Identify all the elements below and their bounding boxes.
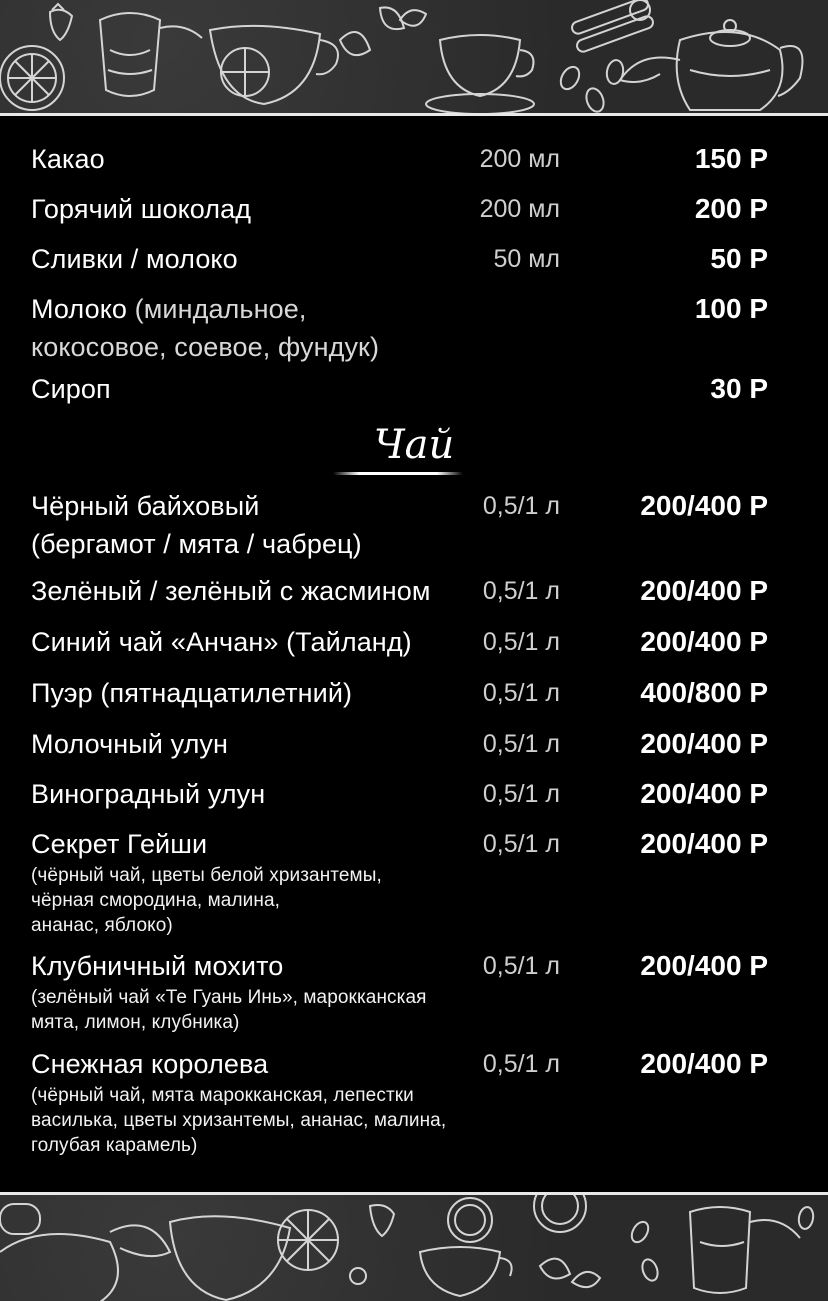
item-name: Сливки / молоко xyxy=(31,244,238,274)
teapot-icon xyxy=(620,20,803,110)
item-description: ананас, яблоко) xyxy=(31,915,173,936)
coffee-bean-icon xyxy=(557,59,625,114)
item-volume: 0,5/1 л xyxy=(482,730,560,758)
item-price: 200/400 Р xyxy=(640,828,768,859)
item-description: чёрная смородина, малина, xyxy=(31,890,280,911)
item-name: Сироп xyxy=(31,374,111,404)
item-price: 30 Р xyxy=(710,373,768,404)
item-volume: 50 мл xyxy=(493,245,560,273)
item-note: (миндальное, xyxy=(134,294,307,324)
item-price: 200/400 Р xyxy=(640,626,768,657)
item-price: 400/800 Р xyxy=(640,677,768,708)
item-volume: 0,5/1 л xyxy=(482,830,560,858)
coffee-pot-icon xyxy=(100,13,202,96)
strawberry-icon xyxy=(350,1205,394,1284)
item-name: Какао xyxy=(31,144,105,174)
strawberry-icon xyxy=(50,4,72,40)
item-name: Горячий шоколад xyxy=(31,194,252,224)
item-description: (чёрный чай, мята марокканская, лепестки xyxy=(31,1085,414,1106)
item-name-line2: (бергамот / мята / чабрец) xyxy=(31,529,362,559)
item-description: голубая карамель) xyxy=(31,1135,198,1156)
cup-icon xyxy=(210,26,338,104)
item-volume: 0,5/1 л xyxy=(482,1050,560,1078)
item-name xyxy=(31,1045,471,1158)
cinnamon-icon xyxy=(570,0,654,53)
coffee-pot-icon xyxy=(690,1207,800,1293)
item-description: (чёрный чай, цветы белой хризантемы, xyxy=(31,865,382,886)
footer-decor-band xyxy=(0,1192,828,1301)
item-description: василька, цветы хризантемы, ананас, малина, xyxy=(31,1110,447,1131)
item-name-main: Секрет Гейши xyxy=(31,829,208,859)
item-name-main: Клубничный мохито xyxy=(31,951,284,981)
item-volume: 200 мл xyxy=(479,145,560,173)
item-name-main: Снежная королева xyxy=(31,1049,269,1079)
sketch-illustration xyxy=(0,1192,828,1301)
cup-icon xyxy=(170,1210,338,1300)
item-name xyxy=(31,290,471,366)
item-description: (зелёный чай «Те Гуань Инь», марокканская xyxy=(31,987,427,1008)
item-volume: 0,5/1 л xyxy=(482,577,560,605)
item-price: 200/400 Р xyxy=(640,950,768,981)
coffee-bean-icon xyxy=(628,1206,814,1283)
item-note: кокосовое, соевое, фундук) xyxy=(31,332,380,362)
lemon-icon xyxy=(0,46,64,110)
item-price: 50 Р xyxy=(710,243,768,274)
item-price: 200/400 Р xyxy=(640,1048,768,1079)
mint-leaf-icon xyxy=(340,7,426,55)
item-name xyxy=(31,825,471,938)
item-price: 100 Р xyxy=(694,293,768,324)
item-volume: 0,5/1 л xyxy=(482,780,560,808)
item-name-main: Чёрный байховый xyxy=(31,491,260,521)
item-volume: 0,5/1 л xyxy=(482,492,560,520)
item-volume: 0,5/1 л xyxy=(482,628,560,656)
section-title-tea: Чай xyxy=(373,422,455,468)
teapot-icon xyxy=(0,1204,170,1301)
item-name: Зелёный / зелёный с жасмином xyxy=(31,576,431,606)
item-name-main: Молоко xyxy=(31,294,128,324)
sketch-illustration xyxy=(0,0,828,116)
cup-icon xyxy=(426,35,534,114)
item-volume: 200 мл xyxy=(479,195,560,223)
item-price: 200/400 Р xyxy=(640,728,768,759)
mint-leaf-icon xyxy=(540,1259,600,1288)
item-volume: 0,5/1 л xyxy=(482,679,560,707)
cup-icon xyxy=(420,1192,586,1296)
item-volume: 0,5/1 л xyxy=(482,952,560,980)
item-description: мята, лимон, клубника) xyxy=(31,1012,240,1033)
item-price: 200 Р xyxy=(694,193,768,224)
item-name: Виноградный улун xyxy=(31,779,266,809)
item-price: 200/400 Р xyxy=(640,778,768,809)
item-name xyxy=(31,947,471,1035)
item-name: Пуэр (пятнадцатилетний) xyxy=(31,678,353,708)
item-price: 150 Р xyxy=(694,143,768,174)
header-decor-band xyxy=(0,0,828,116)
item-name: Молочный улун xyxy=(31,729,229,759)
item-name xyxy=(31,487,471,563)
item-name: Синий чай «Анчан» (Тайланд) xyxy=(31,627,412,657)
section-underline xyxy=(333,472,463,475)
item-price: 200/400 Р xyxy=(640,490,768,521)
item-price: 200/400 Р xyxy=(640,575,768,606)
